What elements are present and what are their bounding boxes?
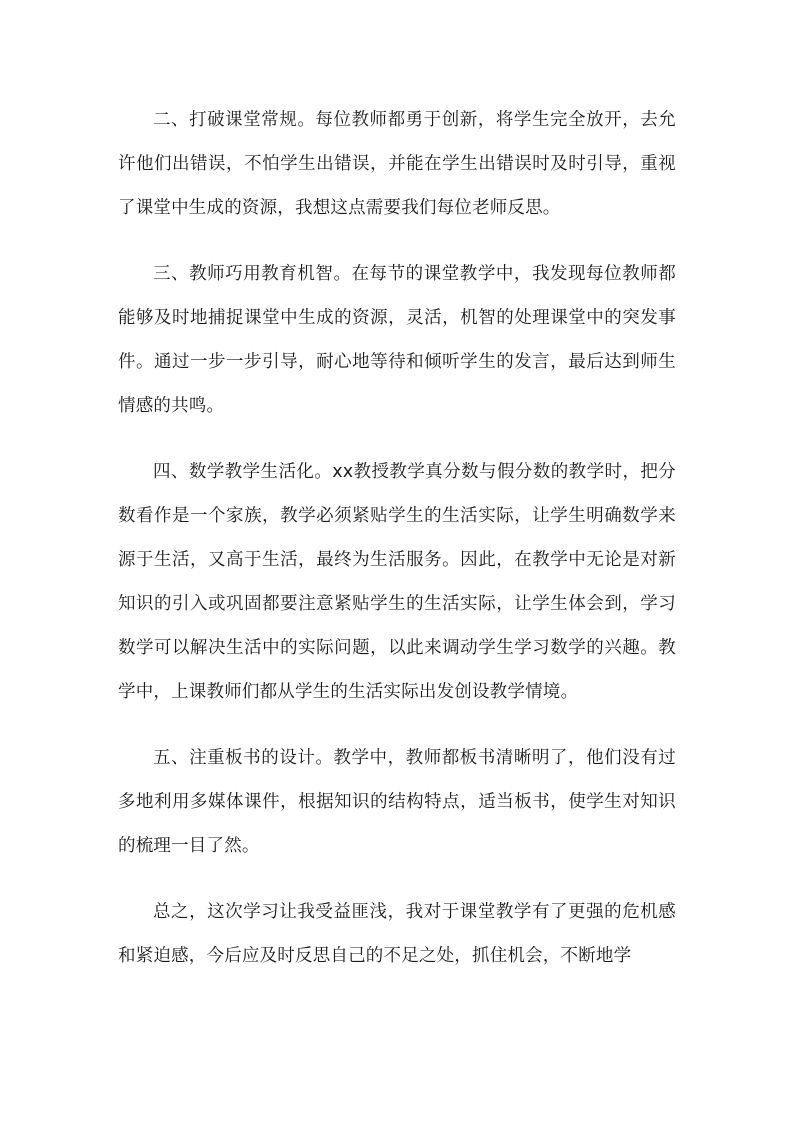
- paragraph-conclusion: 总之，这次学习让我受益匪浅，我对于课堂教学有了更强的危机感和紧迫感，今后应及时反思自己的不足之处，抓住机会，不断地学: [118, 902, 676, 966]
- paragraph-break-routine: 二、打破课堂常规。每位教师都勇于创新，将学生完全放开，去允许他们出错误，不怕学生出错误，并能在学生出错误时及时引导，重视了课堂中生成的资源，我想这点需要我们每位老师反思。: [118, 110, 676, 218]
- paragraph-math-life: 四、数学教学生活化。xx教授教学真分数与假分数的教学时，把分数看作是一个家族，教学必须紧贴学生的生活实际，让学生明确数学来源于生活，又高于生活，最终为生活服务。因此，在教学中无论是对新知识的引入或巩固都要注意紧贴学生的生活实际，让学生体会到，学习数学可以解决生活中的实际问题，以此来调动学生学习数学的兴趣。教学中，上课教师们都从学生的生活实际出发创设教学情境。: [118, 462, 676, 702]
- document-body: [118, 98, 676, 978]
- paragraph-teaching-wisdom: 三、教师巧用教育机智。在每节的课堂教学中，我发现每位教师都能够及时地捕捉课堂中生成的资源，灵活，机智的处理课堂中的突发事件。通过一步一步引导，耐心地等待和倾听学生的发言，最后达到师生情感的共鸣。: [118, 264, 676, 416]
- paragraph-blackboard-design: 五、注重板书的设计。教学中，教师都板书清晰明了，他们没有过多地利用多媒体课件，根据知识的结构特点，适当板书，使学生对知识的梳理一目了然。: [118, 748, 676, 856]
